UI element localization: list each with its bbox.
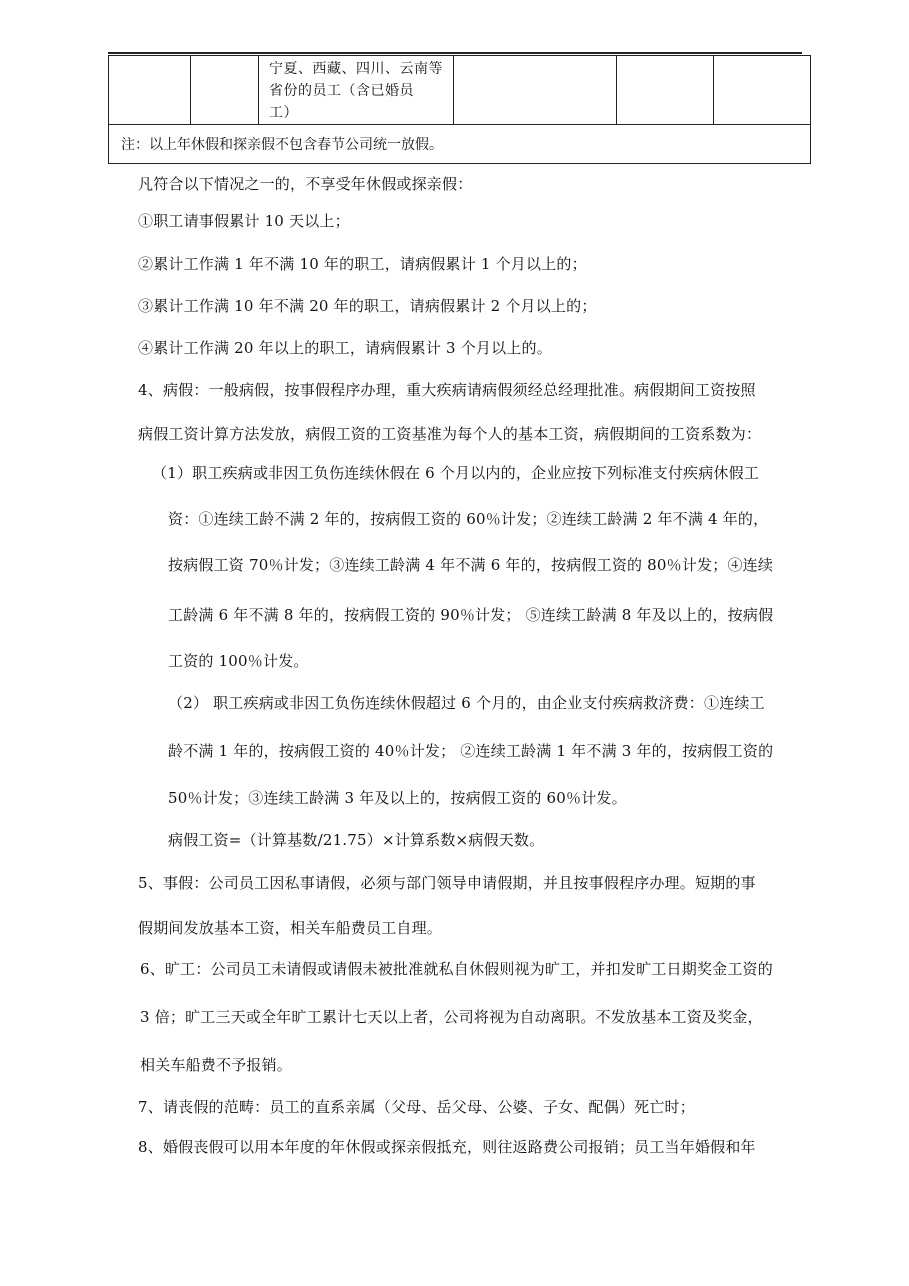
paragraph-line: 3 倍；旷工三天或全年旷工累计七天以上者，公司将视为自动离职。不发放基本工资及奖金， bbox=[140, 1008, 763, 1026]
table-note-row bbox=[109, 125, 811, 164]
paragraph-line: ④累计工作满 20 年以上的职工，请病假累计 3 个月以上的。 bbox=[138, 339, 552, 357]
paragraph-line: 50％计发；③连续工龄满 3 年及以上的，按病假工资的 60％计发。 bbox=[168, 789, 627, 807]
table-row bbox=[109, 56, 811, 125]
paragraph-line: 相关车船费不予报销。 bbox=[140, 1056, 293, 1074]
table-cell-region bbox=[259, 56, 454, 125]
table-cell bbox=[454, 56, 617, 125]
cell-line: 工） bbox=[269, 105, 298, 121]
table-cell bbox=[714, 56, 811, 125]
paragraph-line: 工资的 100％计发。 bbox=[168, 652, 309, 670]
table-top-rule bbox=[108, 52, 802, 54]
paragraph-line: ①职工请事假累计 10 天以上； bbox=[138, 212, 350, 230]
table-cell bbox=[109, 56, 191, 125]
table-cell bbox=[191, 56, 259, 125]
cell-line: 宁夏、西藏、四川、云南等 bbox=[269, 61, 443, 77]
paragraph-line: 病假工资计算方法发放，病假工资的工资基准为每个人的基本工资，病假期间的工资系数为： bbox=[138, 425, 762, 443]
paragraph-line: 7、请丧假的范畴：员工的直系亲属（父母、岳父母、公婆、子女、配偶）死亡时； bbox=[138, 1098, 695, 1116]
paragraph-line: 假期间发放基本工资，相关车船费员工自理。 bbox=[138, 919, 443, 937]
paragraph-line: 资：①连续工龄不满 2 年的，按病假工资的 60％计发；②连续工龄满 2 年不满 4 年的， bbox=[168, 510, 769, 528]
paragraph-line: 6、旷工：公司员工未请假或请假未被批准就私自休假则视为旷工，并扣发旷工日期奖金工资的 bbox=[140, 960, 773, 978]
paragraph-line: 病假工资=（计算基数/21.75）×计算系数×病假天数。 bbox=[168, 831, 545, 849]
paragraph-line: 4、病假：一般病假，按事假程序办理，重大疾病请病假须经总经理批准。病假期间工资按照 bbox=[138, 381, 756, 399]
leave-table bbox=[108, 55, 811, 164]
paragraph-line: ③累计工作满 10 年不满 20 年的职工，请病假累计 2 个月以上的； bbox=[138, 297, 597, 315]
paragraph-line: 凡符合以下情况之一的，不享受年休假或探亲假： bbox=[138, 175, 473, 193]
cell-line: 省份的员工（含已婚员 bbox=[269, 83, 414, 99]
paragraph-line: 龄不满 1 年的，按病假工资的 40％计发； ②连续工龄满 1 年不满 3 年的，按病假工资的 bbox=[168, 742, 774, 760]
paragraph-line: 工龄满 6 年不满 8 年的，按病假工资的 90％计发； ⑤连续工龄满 8 年及以上的，按病假 bbox=[168, 606, 774, 624]
paragraph-line: 8、婚假丧假可以用本年度的年休假或探亲假抵充，则往返路费公司报销；员工当年婚假和年 bbox=[138, 1138, 756, 1156]
paragraph-line: 5、事假：公司员工因私事请假，必须与部门领导申请假期，并且按事假程序办理。短期的事 bbox=[138, 874, 756, 892]
paragraph-line: （1）职工疾病或非因工负伤连续休假在 6 个月以内的，企业应按下列标准支付疾病休假工 bbox=[152, 464, 760, 482]
paragraph-line: ②累计工作满 1 年不满 10 年的职工，请病假累计 1 个月以上的； bbox=[138, 255, 587, 273]
table-cell bbox=[617, 56, 714, 125]
paragraph-line: （2） 职工疾病或非因工负伤连续休假超过 6 个月的，由企业支付疾病救济费：①连续工 bbox=[168, 694, 765, 712]
table-note: 注：以上年休假和探亲假不包含春节公司统一放假。 bbox=[109, 125, 811, 164]
paragraph-line: 按病假工资 70％计发；③连续工龄满 4 年不满 6 年的，按病假工资的 80％计发；④连续 bbox=[168, 556, 774, 574]
